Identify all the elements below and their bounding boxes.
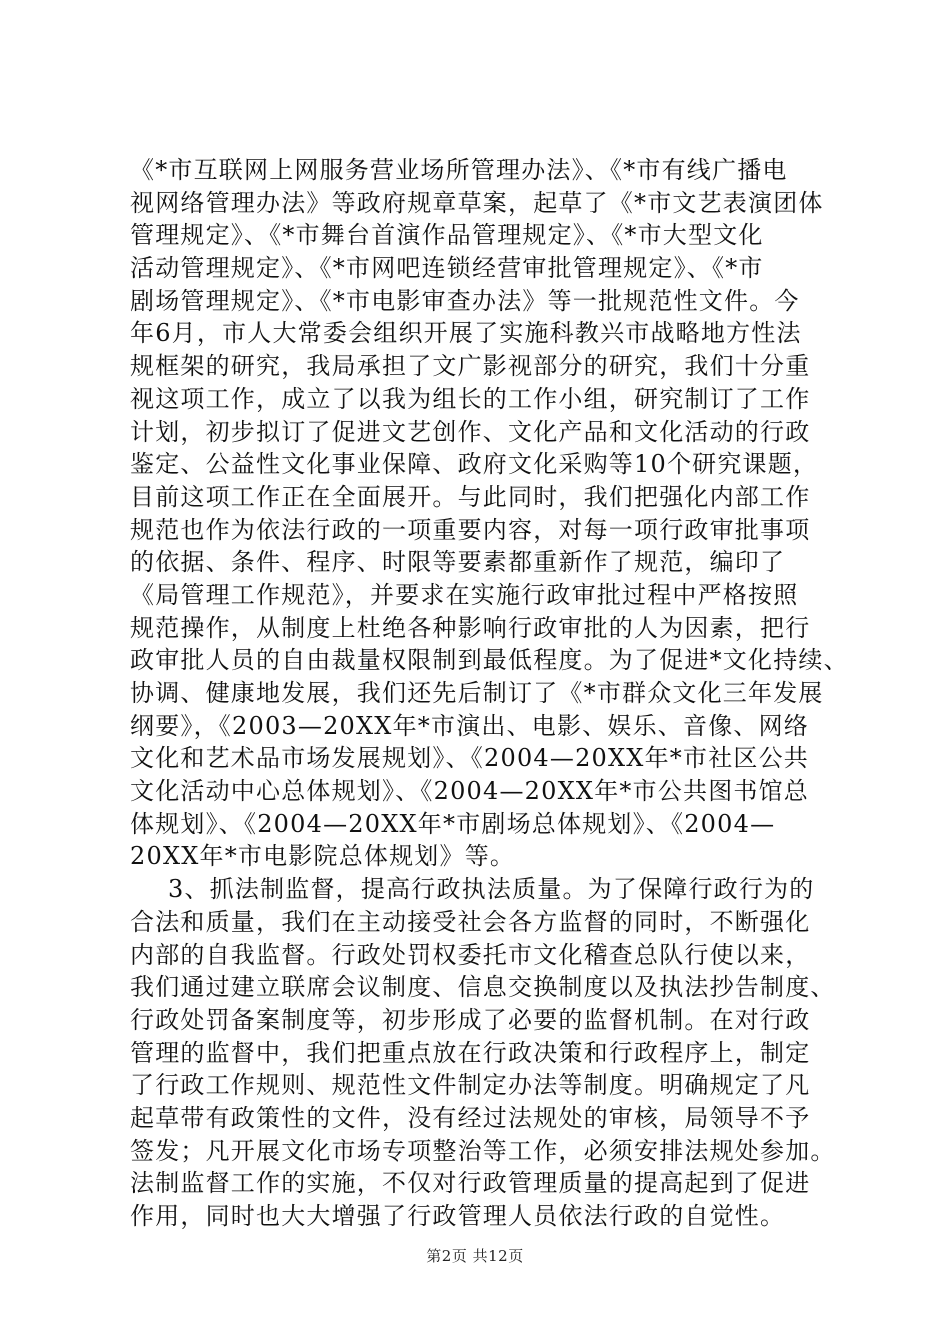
text-line: 内部的自我监督。行政处罚权委托市文化稽查总队行使以来， xyxy=(130,940,811,969)
text-line: 视这项工作，成立了以我为组长的工作小组，研究制订了工作 xyxy=(130,384,811,413)
text-line: 文化活动中心总体规划》、《2004—20XX年*市公共图书馆总 xyxy=(130,777,809,806)
text-line: 《局管理工作规范》，并要求在实施行政审批过程中严格按照 xyxy=(130,580,799,609)
text-line: 视网络管理办法》等政府规章草案，起草了《*市文艺表演团体 xyxy=(130,188,824,217)
text-line: 剧场管理规定》、《*市电影审查办法》等一批规范性文件。今 xyxy=(130,286,800,315)
text-line: 起草带有政策性的文件，没有经过法规处的审核，局领导不予 xyxy=(130,1103,811,1132)
text-line: 协调、健康地发展，我们还先后制订了《*市群众文化三年发展 xyxy=(130,679,824,707)
text-line: 文化和艺术品市场发展规划》、《2004—20XX年*市社区公共 xyxy=(130,744,809,773)
text-line: 规范操作，从制度上杜绝各种影响行政审批的人为因素，把行 xyxy=(130,613,811,642)
text-line: 合法和质量，我们在主动接受社会各方监督的同时，不断强化 xyxy=(130,907,811,936)
text-line: 计划，初步拟订了促进文艺创作、文化产品和文化活动的行政 xyxy=(130,417,811,446)
text-line: 《*市互联网上网服务营业场所管理办法》、《*市有线广播电 xyxy=(130,156,788,184)
text-line: 纲要》，《2003—20XX年*市演出、电影、娱乐、音像、网络 xyxy=(130,711,809,740)
text-line: 法制监督工作的实施，不仅对行政管理质量的提高起到了促进 xyxy=(130,1169,811,1198)
text-line: 规范也作为依法行政的一项重要内容，对每一项行政审批事项 xyxy=(130,515,811,544)
text-line: 20XX年*市电影院总体规划》等。 xyxy=(130,842,516,871)
text-line: 行政处罚备案制度等，初步形成了必要的监督机制。在对行政 xyxy=(130,1005,811,1034)
text-line: 作用，同时也大大增强了行政管理人员依法行政的自觉性。 xyxy=(130,1202,786,1230)
text-line: 年6月，市人大常委会组织开展了实施科教兴市战略地方性法 xyxy=(130,319,802,348)
section-heading-line: 3、抓法制监督，提高行政执法质量。为了保障行政行为的 xyxy=(168,875,815,904)
text-line: 政审批人员的自由裁量权限制到最低程度。为了促进*文化持续、 xyxy=(130,646,849,675)
text-line: 我们通过建立联席会议制度、信息交换制度以及执法抄告制度、 xyxy=(130,973,836,1002)
body-text xyxy=(130,154,849,1233)
text-line: 管理的监督中，我们把重点放在行政决策和行政程序上，制定 xyxy=(130,1038,811,1067)
text-line: 目前这项工作正在全面展开。与此同时，我们把强化内部工作 xyxy=(130,482,811,511)
text-line: 签发；凡开展文化市场专项整治等工作，必须安排法规处参加。 xyxy=(130,1136,836,1165)
text-line: 活动管理规定》、《*市网吧连锁经营审批管理规定》、《*市 xyxy=(130,254,764,283)
text-line: 规框架的研究，我局承担了文广影视部分的研究，我们十分重 xyxy=(130,352,811,381)
text-line: 的依据、条件、程序、时限等要素都重新作了规范，编印了 xyxy=(130,548,786,577)
text-line: 体规划》、《2004—20XX年*市剧场总体规划》、《2004— xyxy=(130,809,776,838)
text-line: 管理规定》、《*市舞台首演作品管理规定》、《*市大型文化 xyxy=(130,221,764,250)
text-line: 鉴定、公益性文化事业保障、政府文化采购等10个研究课题， xyxy=(130,450,819,479)
text-line: 了行政工作规则、规范性文件制定办法等制度。明确规定了凡 xyxy=(130,1071,811,1100)
page-footer: 第2页 共12页 xyxy=(426,1247,524,1265)
